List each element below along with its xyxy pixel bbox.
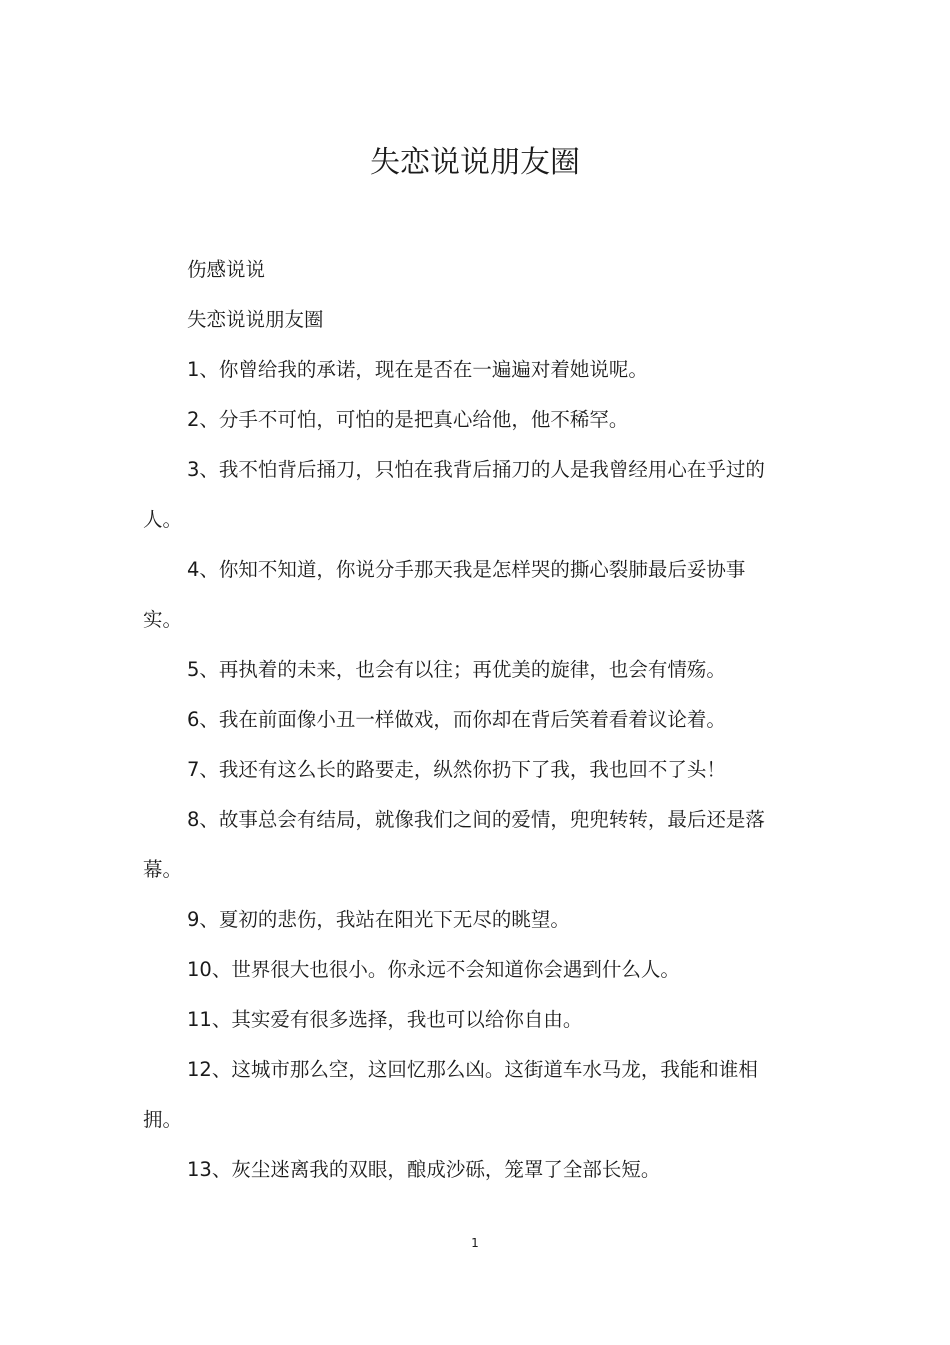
paragraph-subtitle: 失恋说说朋友圈 (187, 308, 324, 331)
list-item: 9、夏初的悲伤，我站在阳光下无尽的眺望。 (187, 908, 570, 931)
list-item: 6、我在前面像小丑一样做戏，而你却在背后笑着看着议论着。 (187, 708, 726, 731)
list-item: 8、故事总会有结局，就像我们之间的爱情，兜兜转转，最后还是落幕。 (143, 808, 765, 881)
document-body (143, 245, 773, 1195)
page-title: 失恋说说朋友圈 (370, 145, 580, 180)
list-item: 1、你曾给我的承诺，现在是否在一遍遍对着她说呢。 (187, 358, 648, 381)
list-item: 11、其实爱有很多选择，我也可以给你自由。 (187, 1008, 583, 1031)
paragraph-category: 伤感说说 (187, 258, 266, 281)
list-item: 13、灰尘迷离我的双眼，酿成沙砾，笼罩了全部长短。 (187, 1158, 661, 1181)
list-item: 2、分手不可怕，可怕的是把真心给他，他不稀罕。 (187, 408, 629, 431)
list-item: 5、再执着的未来，也会有以往；再优美的旋律，也会有情殇。 (187, 658, 726, 681)
list-item: 10、世界很大也很小。你永远不会知道你会遇到什么人。 (187, 958, 680, 981)
list-item: 4、你知不知道，你说分手那天我是怎样哭的撕心裂肺最后妥协事实。 (143, 558, 746, 631)
list-item: 7、我还有这么长的路要走，纵然你扔下了我，我也回不了头！ (187, 758, 726, 781)
list-item: 12、这城市那么空，这回忆那么凶。这街道车水马龙，我能和谁相拥。 (143, 1058, 758, 1131)
page-number: 1 (471, 1236, 479, 1250)
list-item: 3、我不怕背后捅刀，只怕在我背后捅刀的人是我曾经用心在乎过的人。 (143, 458, 765, 531)
